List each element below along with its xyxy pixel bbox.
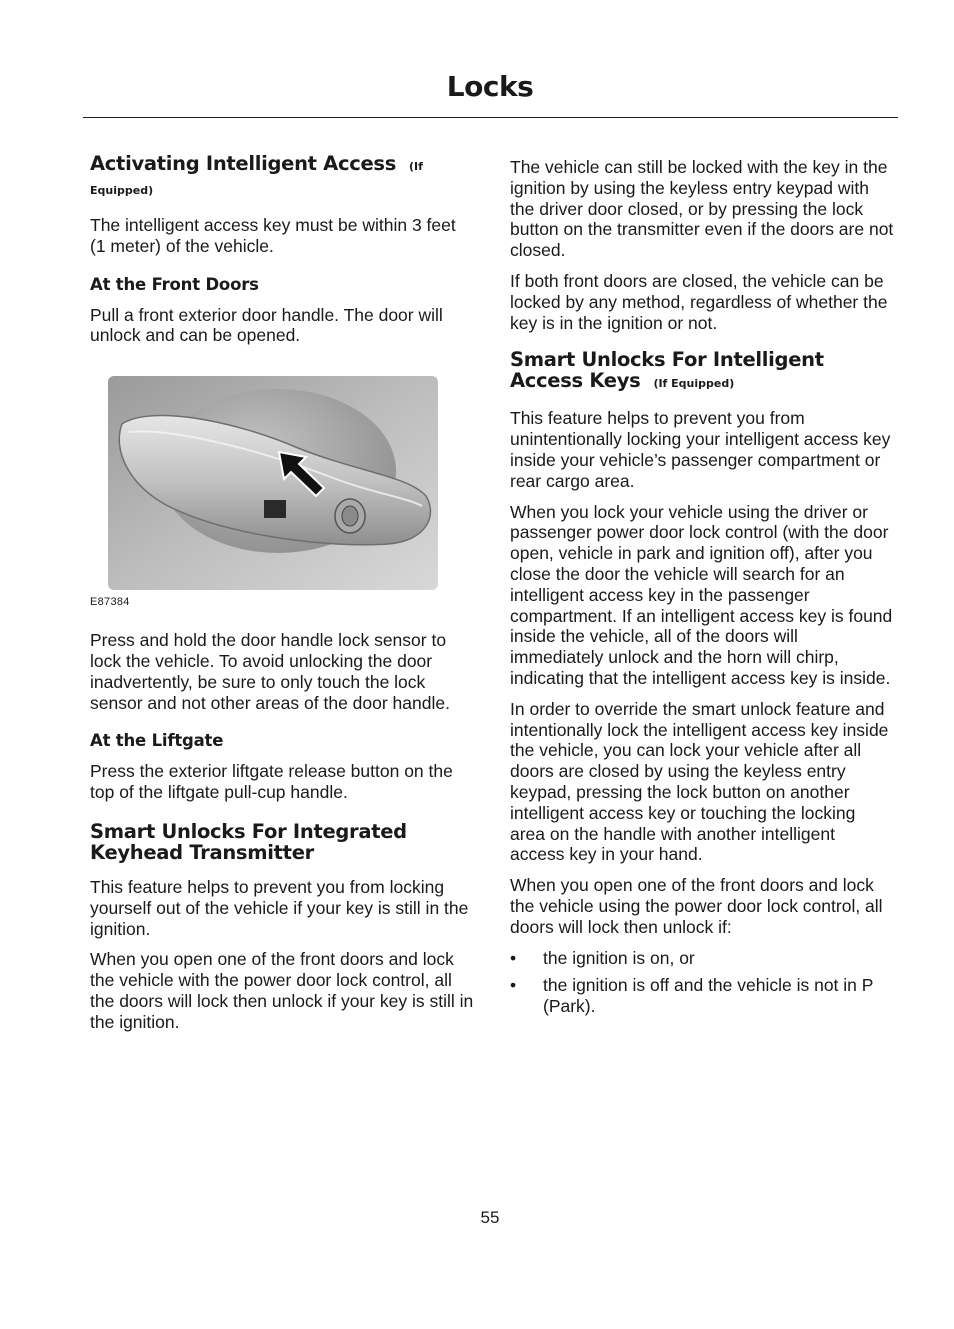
paragraph: In order to override the smart unlock feature and intentionally lock the intelligent access key inside the vehicle, you can lock your vehicle after all doors are closed by using the keyless entry keypad, pressing the lock button on another intelligent access key or touching the locking area on the handle with another intelligent access key in your hand. bbox=[510, 698, 889, 865]
paragraph: When you open one of the front doors and lock the vehicle with the power door lock control, all the doors will lock then unlock if your key is still in the ignition. bbox=[90, 949, 474, 1032]
paragraph: When you open one of the front doors and lock the vehicle using the power door lock control, all doors will lock then unlock if: bbox=[510, 875, 883, 937]
paragraph: Pull a front exterior door handle. The door will unlock and can be opened. bbox=[90, 304, 443, 346]
header-rule bbox=[83, 117, 898, 118]
bullet-list bbox=[510, 948, 894, 1017]
list-item bbox=[510, 948, 894, 969]
bullet-icon: • bbox=[510, 947, 517, 968]
door-handle-illustration bbox=[108, 376, 438, 590]
paragraph: This feature helps to prevent you from unintentionally locking your intelligent access key inside your vehicle’s passenger compartment or rear cargo area. bbox=[510, 408, 891, 491]
key-cylinder-core bbox=[342, 506, 358, 526]
left-column bbox=[90, 153, 474, 1043]
equipped-note: (If Equipped) bbox=[90, 160, 423, 197]
section-heading-text: Activating Intelligent Access bbox=[90, 152, 397, 175]
page-number: 55 bbox=[480, 1208, 500, 1227]
section-heading-intelligent-access-keys bbox=[510, 349, 894, 394]
paragraph: Press the exterior liftgate release button on the top of the liftgate pull-cup handle. bbox=[90, 761, 453, 803]
list-item-text: the ignition is on, or bbox=[543, 947, 695, 968]
figure-code: E87384 bbox=[90, 596, 130, 609]
paragraph: This feature helps to prevent you from locking yourself out of the vehicle if your key is still in the ignition. bbox=[90, 876, 469, 939]
paragraph: The vehicle can still be locked with the key in the ignition by using the keyless entry keypad with the driver door closed, or by pressing the lock button on the transmitter even if the doors are not closed. bbox=[510, 157, 894, 261]
subheading-front-doors: At the Front Doors bbox=[90, 274, 259, 294]
equipped-note: (If Equipped) bbox=[653, 377, 735, 391]
page-title: Locks bbox=[446, 70, 534, 103]
section-heading-activating bbox=[90, 153, 474, 201]
door-handle-image bbox=[108, 376, 438, 590]
list-item bbox=[510, 975, 894, 1017]
section-heading-integrated-keyhead: Smart Unlocks For Integrated Keyhead Transmitter bbox=[90, 819, 407, 864]
lock-sensor bbox=[264, 500, 286, 518]
section-heading-text: Smart Unlocks For Intelligent Access Keys bbox=[510, 348, 824, 393]
paragraph: If both front doors are closed, the vehicle can be locked by any method, regardless of whether the key is in the ignition or not. bbox=[510, 270, 888, 333]
right-column bbox=[510, 157, 894, 1024]
paragraph: When you lock your vehicle using the driver or passenger power door lock control (with the door open, vehicle in park and ignition off), after you close the door the vehicle will search for an intelligent access key in the passenger compartment. If an intelligent access key is found inside the vehicle, all of the doors will immediately unlock and the horn will chirp, indicating that the intelligent access key is inside. bbox=[510, 501, 893, 688]
bullet-icon: • bbox=[510, 975, 517, 996]
paragraph: Press and hold the door handle lock sensor to lock the vehicle. To avoid unlocking the door inadvertently, be sure to only touch the lock sensor and not other areas of the door handle. bbox=[90, 630, 450, 713]
list-item-text: the ignition is off and the vehicle is not in P (Park). bbox=[543, 975, 874, 1017]
subheading-liftgate: At the Liftgate bbox=[90, 731, 224, 751]
paragraph: The intelligent access key must be within 3 feet (1 meter) of the vehicle. bbox=[90, 215, 456, 256]
